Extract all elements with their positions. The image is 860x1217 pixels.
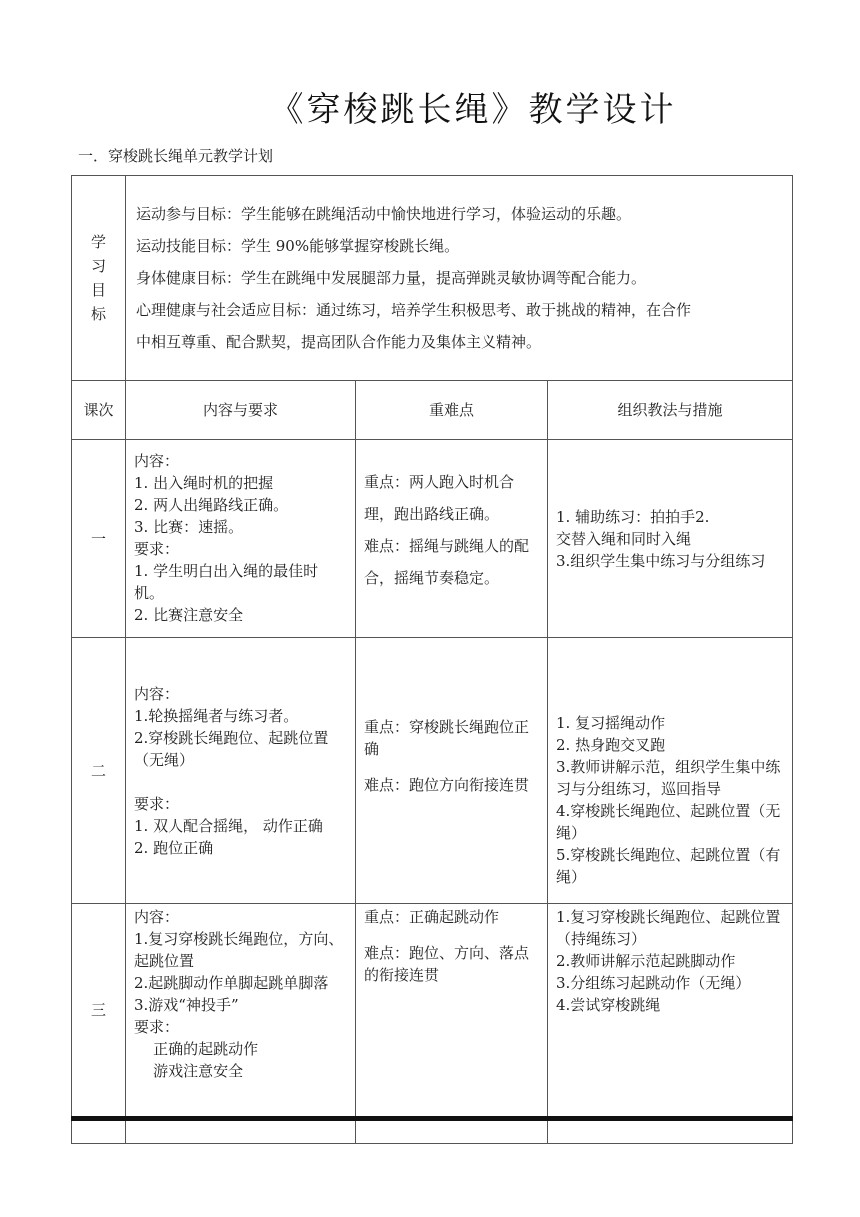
lesson-methods: 1. 复习摇绳动作 2. 热身跑交叉跑 3.教师讲解示范，组织学生集中练习与分组练习，巡回指导 4.穿梭跳长绳跑位、起跳位置（无绳） 5.穿梭跳长绳跑位、起跳位置（有绳）: [548, 638, 793, 904]
lesson-content: 内容： 1.轮换摇绳者与练习者。 2.穿梭跳长绳跑位、起跳位置（无绳） 要求： 1. 双人配合摇绳， 动作正确 2. 跑位正确: [126, 638, 356, 904]
section-heading: 一．穿梭跳长绳单元教学计划: [78, 147, 274, 165]
goal-skill: 运动技能目标：学生 90%能够掌握穿梭跳长绳。: [136, 237, 460, 255]
lesson-row-2: [72, 638, 793, 904]
lesson-row-1: [72, 440, 793, 638]
lesson-key-points: 重点：穿梭跳长绳跑位正确 难点：跑位方向衔接连贯: [356, 638, 548, 904]
goal-social: 心理健康与社会适应目标：通过练习，培养学生积极思考、敢于挑战的精神，在合作: [136, 301, 692, 319]
header-key-points: 重难点: [356, 381, 548, 440]
lesson-number: 二: [72, 638, 126, 904]
empty-cell: [548, 1119, 793, 1144]
empty-row: [72, 1119, 793, 1144]
header-methods: 组织教法与措施: [548, 381, 793, 440]
header-row: [72, 381, 793, 440]
header-content: 内容与要求: [126, 381, 356, 440]
goals-label: 学 习 目 标: [72, 176, 126, 381]
lesson-methods: 1.复习穿梭跳长绳跑位、起跳位置（持绳练习） 2.教师讲解示范起跳脚动作 3.分组练习起跳动作（无绳） 4.尝试穿梭跳绳: [548, 904, 793, 1119]
goal-social-cont: 中相互尊重、配合默契，提高团队合作能力及集体主义精神。: [136, 333, 542, 351]
goal-participation: 运动参与目标：学生能够在跳绳活动中愉快地进行学习，体验运动的乐趣。: [136, 205, 632, 223]
lesson-key-points: 重点：正确起跳动作 难点：跑位、方向、落点的衔接连贯: [356, 904, 548, 1119]
lesson-number: 三: [72, 904, 126, 1119]
unit-plan-table: [71, 175, 793, 1144]
empty-cell: [126, 1119, 356, 1144]
lesson-row-3: [72, 904, 793, 1119]
goals-text: [126, 176, 793, 381]
empty-cell: [356, 1119, 548, 1144]
goal-health: 身体健康目标：学生在跳绳中发展腿部力量，提高弹跳灵敏协调等配合能力。: [136, 269, 647, 287]
page-title: 《穿梭跳长绳》教学设计: [269, 90, 677, 130]
empty-cell: [72, 1119, 126, 1144]
lesson-methods: 1. 辅助练习：拍拍手2. 交替入绳和同时入绳 3.组织学生集中练习与分组练习: [548, 440, 793, 638]
lesson-content: 内容： 1.复习穿梭跳长绳跑位，方向、起跳位置 2.起跳脚动作单脚起跳单脚落 3.游戏“神投手” 要求： 正确的起跳动作 游戏注意安全: [126, 904, 356, 1119]
lesson-content: 内容： 1. 出入绳时机的把握 2. 两人出绳路线正确。 3. 比赛：速摇。 要求： 1. 学生明白出入绳的最佳时机。 2. 比赛注意安全: [126, 440, 356, 638]
header-lesson: 课次: [72, 381, 126, 440]
goals-row: [72, 176, 793, 381]
lesson-key-points: 重点：两人跑入时机合理，跑出路线正确。 难点：摇绳与跳绳人的配合，摇绳节奏稳定。: [356, 440, 548, 638]
lesson-number: 一: [72, 440, 126, 638]
